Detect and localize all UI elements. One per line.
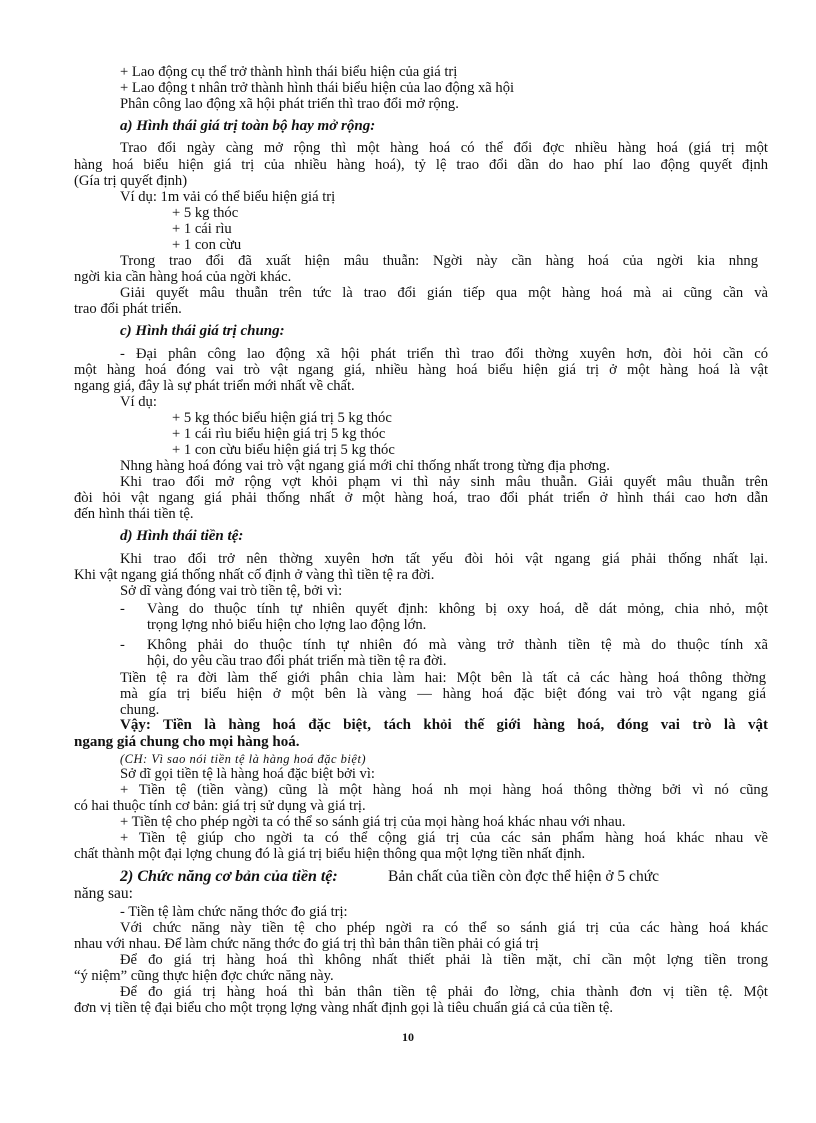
text-line: + Lao động cụ thể trở thành hình thái biểu hiện của giá trị (120, 64, 458, 80)
conclusion-line: Vậy: Tiền là hàng hoá đặc biệt, tách khỏi thế giới hàng hoá, đóng vai trò là vật (120, 717, 768, 733)
text-line: - Đại phân công lao động xã hội phát triển thì trao đổi thờng xuyên hơn, đòi hỏi cần có (120, 346, 768, 362)
text-line: Với chức năng này tiền tệ cho phép ngời ra có thể so sánh giá trị của các hàng hoá khác (120, 920, 768, 936)
conclusion-line: ngang giá chung cho mọi hàng hoá. (74, 734, 300, 750)
text-line: + 1 cái rìu biểu hiện giá trị 5 kg thóc (172, 426, 386, 442)
page-number: 10 (402, 1030, 414, 1044)
text-line: đơn vị tiền tệ đại biểu cho một trọng lợng vàng nhất định gọi là tiêu chuẩn giá cả của tiền tệ. (74, 1000, 614, 1016)
text-line: Vàng do thuộc tính tự nhiên quyết định: không bị oxy hoá, dễ dát mỏng, chia nhỏ, một (147, 601, 768, 617)
text-line: hội, do yêu cầu trao đổi phát triển mà tiền tệ ra đời. (147, 653, 447, 669)
question-note: (CH: Vì sao nói tiền tệ là hàng hoá đặc biệt) (120, 752, 367, 766)
text-line: chất thành một đại lợng chung đó là giá trị biểu hiện thông qua một lợng tiền nhất định. (74, 846, 586, 862)
text-line: Bản chất của tiền còn đợc thể hiện ở 5 chức (388, 868, 659, 885)
text-line: Khi trao đổi mở rộng vợt khỏi phạm vi thì nảy sinh mâu thuẫn. Giải quyết mâu thuẫn trên (120, 474, 768, 490)
text-line: Khi vật ngang giá thống nhất cố định ở vàng thì tiền tệ ra đời. (74, 567, 435, 583)
text-line: Để đo giá trị hàng hoá thì không nhất thiết phải là tiền mặt, chỉ cần một lợng tiền trong (120, 952, 768, 968)
text-line: ngang giá, đây là sự phát triển mới nhất về chất. (74, 378, 355, 394)
text-line: “ý niệm” cũng thực hiện đợc chức năng này. (74, 968, 334, 984)
text-line: + 5 kg thóc biểu hiện giá trị 5 kg thóc (172, 410, 392, 426)
text-line: Tiền tệ ra đời làm thế giới phân chia làm hai: Một bên là tất cả các hàng hoá thông thờng (120, 670, 766, 686)
text-line: + 1 con cừu (172, 237, 242, 253)
section-heading: 2) Chức năng cơ bản của tiền tệ: (120, 868, 338, 885)
bullet-dash: - (120, 637, 125, 653)
text-line: năng sau: (74, 885, 133, 902)
text-line: + 1 con cừu biểu hiện giá trị 5 kg thóc (172, 442, 395, 458)
text-line: Ví dụ: 1m vải có thể biểu hiện giá trị (120, 189, 336, 205)
text-line: Giải quyết mâu thuẫn trên tức là trao đổi gián tiếp qua một hàng hoá mà ai cũng cần và (120, 285, 768, 301)
text-line: mà gía trị biểu hiện ở một bên là vàng — hàng hoá đặc biệt đóng vai trò vật ngang giá (120, 686, 766, 702)
text-line: Không phải do thuộc tính tự nhiên đó mà vàng trở thành tiền tệ mà do thuộc tính xã (147, 637, 768, 653)
text-line: trọng lợng nhỏ biểu hiện cho lợng lao động lớn. (147, 617, 427, 633)
text-line: (Gía trị quyết định) (74, 173, 188, 189)
bullet-dash: - (120, 601, 125, 617)
text-line: hàng hoá biểu hiện giá trị của nhiều hàng hoá), tỷ lệ trao đổi dần do hao phí lao động quyết định (74, 157, 768, 173)
text-line: Trao đổi ngày càng mở rộng thì một hàng hoá có thể đổi đợc nhiều hàng hoá (giá trị một (120, 140, 768, 156)
text-line: Phân công lao động xã hội phát triển thì trao đổi mở rộng. (120, 96, 459, 112)
text-line: Ví dụ: (120, 394, 157, 410)
section-heading: a) Hình thái giá trị toàn bộ hay mở rộng: (120, 118, 376, 134)
text-line: + 5 kg thóc (172, 205, 239, 221)
text-line: ngời kia cần hàng hoá của ngời khác. (74, 269, 292, 285)
text-line: Nhng hàng hoá đóng vai trò vật ngang giá mới chỉ thống nhất trong từng địa phơng. (120, 458, 610, 474)
text-line: + 1 cái rìu (172, 221, 232, 237)
section-heading: d) Hình thái tiền tệ: (120, 528, 244, 544)
text-line: Sở dĩ gọi tiền tệ là hàng hoá đặc biệt bởi vì: (120, 766, 375, 782)
text-line: + Tiền tệ cho phép ngời ta có thể so sánh giá trị của mọi hàng hoá khác nhau với nhau. (120, 814, 626, 830)
text-line: có hai thuộc tính cơ bản: giá trị sử dụng và giá trị. (74, 798, 366, 814)
text-line: + Tiền tệ giúp cho ngời ta có thể cộng giá trị của các sản phẩm hàng hoá khác nhau về (120, 830, 768, 846)
text-line: Trong trao đổi đã xuất hiện mâu thuẫn: Ngời này cần hàng hoá của ngời kia nhng (120, 253, 758, 269)
section-heading: c) Hình thái giá trị chung: (120, 323, 285, 339)
text-line: chung. (120, 702, 160, 718)
text-line: đến hình thái tiền tệ. (74, 506, 194, 522)
text-line: + Lao động t nhân trở thành hình thái biểu hiện của lao động xã hội (120, 80, 515, 96)
text-line: nhau với nhau. Để làm chức năng thớc đo giá trị thì bản thân tiền phải có giá trị (74, 936, 539, 952)
text-line: - Tiền tệ làm chức năng thớc đo giá trị: (120, 904, 348, 920)
text-line: Sở dĩ vàng đóng vai trò tiền tệ, bởi vì: (120, 583, 343, 599)
text-line: một hàng hoá đóng vai trò vật ngang giá, nhiều hàng hoá biểu hiện giá trị ở một hàng hoá là vật (74, 362, 768, 378)
text-line: đòi hỏi vật ngang giá phải thống nhất ở một hàng hoá, trao đổi phát triển ở hình thái cao hơn dẫn (74, 490, 768, 506)
text-line: Để đo giá trị hàng hoá thì bản thân tiền tệ phải đo lờng, chia thành đơn vị tiền tệ. Một (120, 984, 768, 1000)
text-line: trao đổi phát triển. (74, 301, 182, 317)
text-line: Khi trao đổi trở nên thờng xuyên hơn tất yếu đòi hỏi vật ngang giá phải thống nhất lại. (120, 551, 768, 567)
text-line: + Tiền tệ (tiền vàng) cũng là một hàng hoá nh mọi hàng hoá thông thờng bởi vì nó cũng (120, 782, 768, 798)
